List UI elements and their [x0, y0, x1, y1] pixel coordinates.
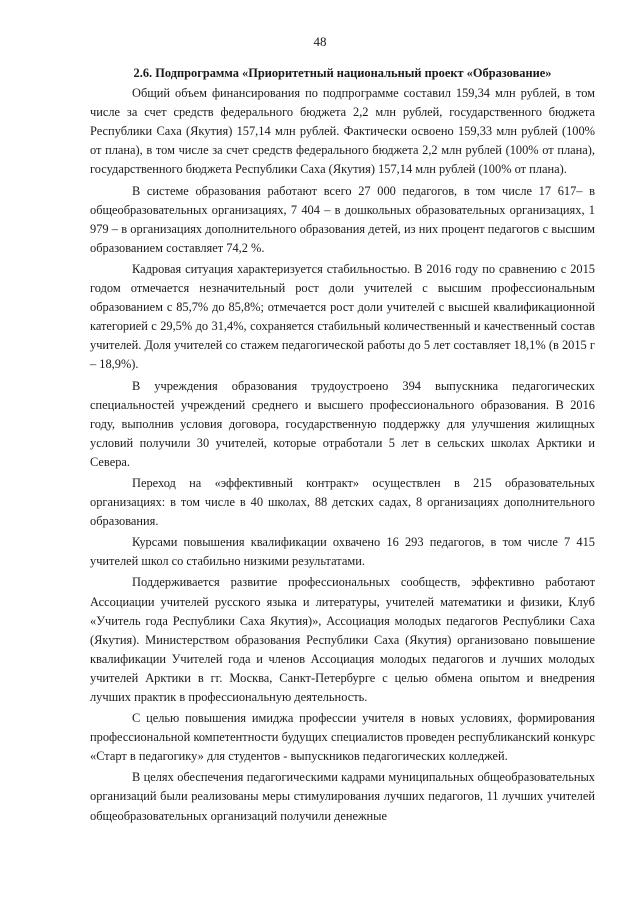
paragraph-funding: Общий объем финансирования по подпрограмме составил 159,34 млн рублей, в том числе за счет средств федерального бюджета 2,2 млн рублей, государственного бюджета Республики Саха (Якутия) 157,14 млн рублей. Фактически освоено 159,33 млн рублей (100% от плана), в том числе за счет средств федерального бюджета 2,2 млн рублей (100% от плана), государственного бюджета Республики Саха (Якутия) 157,14 млн рублей (100% от плана).: [90, 86, 595, 177]
paragraph-graduates-employment: В учреждения образования трудоустроено 394 выпускника педагогических специальностей учреждений среднего и высшего профессионального образования. В 2016 году, выполнив условия договора, государственную поддержку для улучшения жилищных условий получили 30 учителей, которые отработали 5 лет в сельских школах Арктики и Севера.: [90, 378, 595, 469]
section-heading: 2.6. Подпрограмма «Приоритетный национальный проект «Образование»: [133, 66, 552, 80]
paragraph-professional-communities: Поддерживается развитие профессиональных сообществ, эффективно работают Ассоциации учителей русского языка и литературы, учителей математики и физики, Клуб «Учитель года Республики Саха Якутия)», Ассоциация молодых педагогов Республики Саха (Якутия). Министерством образования Республики Саха (Якутия) организовано повышение квалификации Учителей года и членов Ассоциация молодых педагогов и лучших молодых учителей Арктики в гг. Москва, Санкт-Петербурге с целью обмена опытом и внедрения лучших практик в профессиональную деятельность.: [90, 575, 595, 704]
page-number: 48: [313, 34, 327, 49]
paragraph-staff-situation: Кадровая ситуация характеризуется стабильностью. В 2016 году по сравнению с 2015 годом отмечается незначительный рост доли учителей с высшим профессиональным образованием с 85,7% до 85,8%; отмечается рост доли учителей с высшей квалификационной категорией с 29,5% до 31,4%, сохраняется стабильный количественный и качественный состав учителей. Доля учителей со стажем педагогической работы до 5 лет составляет 18,1% (в 2015 г – 18,9%).: [90, 261, 595, 372]
paragraph-teacher-image: С целью повышения имиджа профессии учителя в новых условиях, формирования профессиональной компетентности будущих специалистов проведен республиканский конкурс «Старт в педагогику» для студентов - выпускников педагогических колледжей.: [90, 711, 595, 764]
paragraph-qualification-courses: Курсами повышения квалификации охвачено 16 293 педагогов, в том числе 7 415 учителей школ со стабильно низкими результатами.: [90, 535, 595, 569]
paragraph-effective-contract: Переход на «эффективный контракт» осуществлен в 215 образовательных организациях: в том числе в 40 школах, 88 детских садах, 8 организациях дополнительного образования.: [90, 475, 595, 529]
page-content: [90, 64, 595, 828]
paragraph-teachers-count: В системе образования работают всего 27 000 педагогов, в том числе 17 617– в общеобразовательных организациях, 7 404 – в дошкольных образовательных организациях, 1 979 – в организациях дополнительного образования детей, из них процент педагогов с высшим образованием составляет 74,2 %.: [90, 183, 595, 255]
paragraph-staffing-incentives: В целях обеспечения педагогическими кадрами муниципальных общеобразовательных организаций были реализованы меры стимулирования лучших педагогов, 11 лучших учителей общеобразовательных организаций получили денежные: [90, 770, 595, 823]
